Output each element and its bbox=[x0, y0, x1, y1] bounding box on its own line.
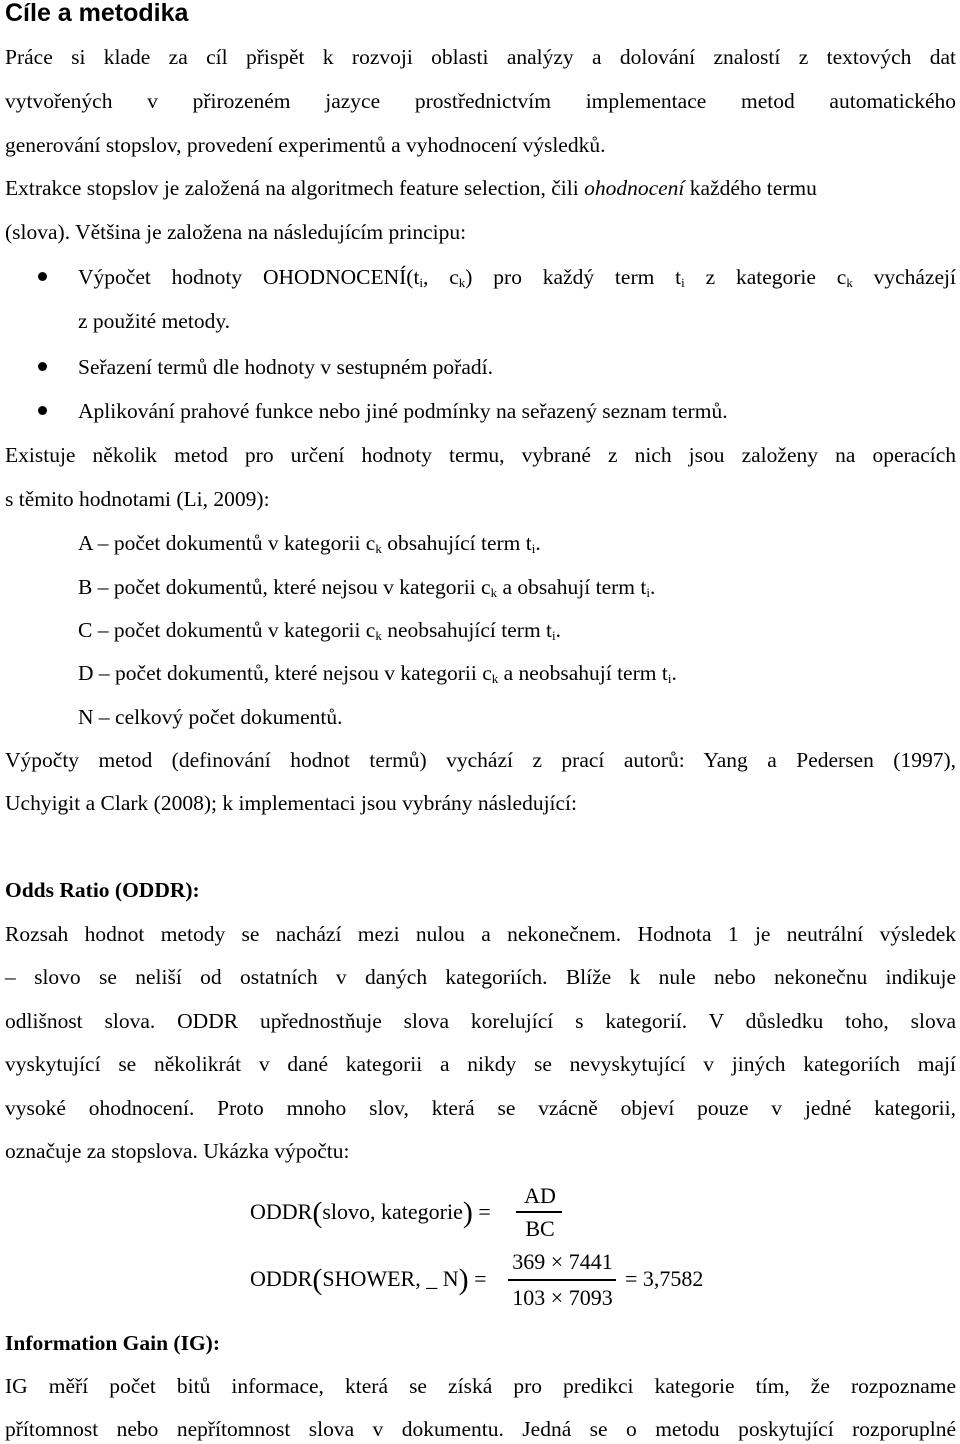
definition-a bbox=[78, 528, 956, 558]
oddr-line-3: odlišnost slova. ODDR upřednostňuje slova korelující s kategorií. V důsledku toho, slova bbox=[5, 1009, 956, 1033]
ig-line-1: IG měří počet bitů informace, která se získá pro predikci kategorie tím, že rozpozname bbox=[5, 1374, 956, 1398]
subscript-i: i bbox=[419, 275, 424, 290]
bullet-dot-3 bbox=[38, 406, 47, 415]
calc-intro-line-2: Uchyigit a Clark (2008); k implementaci jsou vybrány následující: bbox=[5, 791, 578, 815]
bullet-1-line-1 bbox=[78, 262, 956, 292]
definition-c bbox=[78, 615, 956, 645]
definition-n: N – celkový počet dokumentů. bbox=[78, 705, 343, 729]
definition-d-text: D – počet dokumentů, které nejsou v kategorii c bbox=[78, 661, 492, 685]
formula-1-func: ODDR bbox=[250, 1199, 313, 1224]
bullet-dot-1 bbox=[38, 272, 47, 281]
section-heading: Cíle a metodika bbox=[5, 0, 189, 27]
intro-line-3: generování stopslov, provedení experimentů a vyhodnocení výsledků. bbox=[5, 133, 606, 157]
definition-a-text-2: obsahující term t bbox=[381, 531, 532, 555]
subscript-k: k bbox=[491, 671, 499, 686]
ig-line-2: přítomnost nebo nepřítomnost slova v dokumentu. Jedná se o metodu poskytující rozporuplné bbox=[5, 1417, 956, 1441]
intro-line-2: vytvořených v přirozeném jazyce prostřednictvím implementace metod automatického bbox=[5, 89, 956, 113]
formula-2-denominator: 103 × 7093 bbox=[512, 1285, 613, 1310]
definition-d-text-2: a neobsahují term t bbox=[498, 661, 668, 685]
oddr-line-1: Rozsah hodnot metody se nachází mezi nulou a nekonečnem. Hodnota 1 je neutrální výsledek bbox=[5, 922, 956, 946]
subscript-k: k bbox=[490, 585, 498, 600]
definition-b-text-2: a obsahují term t bbox=[497, 575, 647, 599]
intro-line-1: Práce si klade za cíl přispět k rozvoji oblasti analýzy a dolování znalostí z textových dat bbox=[5, 45, 956, 69]
subscript-k: k bbox=[375, 628, 382, 643]
bullet-2: Seřazení termů dle hodnoty v sestupném pořadí. bbox=[78, 355, 493, 379]
oddr-line-2: – slovo se neliší od ostatních v daných kategoriích. Blíže k nule nebo nekonečnu indikuje bbox=[5, 965, 956, 989]
bullet-1-line-2: z použité metody. bbox=[78, 309, 231, 333]
subscript-i: i bbox=[681, 275, 685, 290]
definition-c-text: C – počet dokumentů v kategorii c bbox=[78, 618, 376, 642]
extraction-italic: ohodnocení bbox=[584, 176, 685, 200]
oddr-line-5: vysoké ohodnocení. Proto mnoho slov, která se vzácně objeví pouze v jedné kategorii, bbox=[5, 1096, 956, 1120]
oddr-line-6: označuje za stopslova. Ukázka výpočtu: bbox=[5, 1139, 350, 1163]
formula-1-fraction-bar bbox=[516, 1211, 562, 1213]
bullet-1-text-e: vycházejí bbox=[852, 265, 957, 289]
bullet-dot-2 bbox=[38, 362, 47, 371]
period: . bbox=[671, 661, 677, 685]
bullet-3: Aplikování prahové funkce nebo jiné podmínky na seřazený seznam termů. bbox=[78, 399, 728, 423]
subscript-i: i bbox=[531, 541, 536, 556]
formula-1-numerator: AD bbox=[524, 1183, 556, 1208]
formula-2-result: = 3,7582 bbox=[625, 1266, 704, 1291]
extraction-text-b: každého termu bbox=[684, 176, 817, 200]
subscript-k: k bbox=[375, 541, 382, 556]
subscript-k: k bbox=[846, 275, 853, 290]
formula-1-lhs: ODDR(slovo, kategorie) = bbox=[250, 1196, 491, 1229]
oddr-line-4: vyskytující se několikrát v dané kategorii a nikdy se nevyskytující v jiných kategoriích mají bbox=[5, 1052, 956, 1076]
subscript-i: i bbox=[552, 628, 556, 643]
definition-a-text: A – počet dokumentů v kategorii c bbox=[78, 531, 376, 555]
bullet-1-text-d: z kategorie c bbox=[684, 265, 847, 289]
subscript-i: i bbox=[667, 671, 672, 686]
bullet-1-text-c: ) pro každý term t bbox=[465, 265, 682, 289]
formula-2-lhs: ODDR(SHOWER, _ N) = bbox=[250, 1263, 487, 1296]
oddr-title: Odds Ratio (ODDR): bbox=[5, 878, 200, 902]
bullet-1-text-a: Výpočet hodnoty OHODNOCENÍ(t bbox=[78, 265, 420, 289]
methods-intro-line-1: Existuje několik metod pro určení hodnoty termu, vybrané z nich jsou založeny na operacích bbox=[5, 443, 956, 467]
extraction-line-2: (slova). Většina je založena na následujícím principu: bbox=[5, 220, 467, 244]
formula-2-args: SHOWER, _ N bbox=[322, 1266, 459, 1291]
definition-b bbox=[78, 572, 956, 602]
extraction-text-a: Extrakce stopslov je založená na algoritmech feature selection, čili bbox=[5, 176, 585, 200]
formula-1-equals: = bbox=[478, 1199, 491, 1224]
definition-b-text: B – počet dokumentů, které nejsou v kategorii c bbox=[78, 575, 491, 599]
period: . bbox=[649, 575, 656, 599]
extraction-line-1 bbox=[5, 173, 956, 203]
period: . bbox=[555, 618, 562, 642]
formula-1-args: slovo, kategorie bbox=[322, 1199, 463, 1224]
formula-1-denominator: BC bbox=[525, 1216, 555, 1241]
formula-2-func: ODDR bbox=[250, 1266, 313, 1291]
subscript-i: i bbox=[646, 585, 650, 600]
definition-c-text-2: neobsahující term t bbox=[381, 618, 553, 642]
calc-intro-line-1: Výpočty metod (definování hodnot termů) vychází z prací autorů: Yang a Pedersen (1997), bbox=[5, 748, 956, 772]
definition-d bbox=[78, 658, 956, 688]
formula-2-equals: = bbox=[474, 1266, 487, 1291]
ig-title: Information Gain (IG): bbox=[5, 1331, 220, 1355]
subscript-k: k bbox=[458, 275, 466, 290]
bullet-1-text-b: , c bbox=[423, 265, 459, 289]
formula-2-fraction-bar bbox=[508, 1279, 616, 1281]
formula-2-numerator: 369 × 7441 bbox=[512, 1249, 613, 1274]
methods-intro-line-2: s těmito hodnotami (Li, 2009): bbox=[5, 487, 270, 511]
period: . bbox=[535, 531, 541, 555]
